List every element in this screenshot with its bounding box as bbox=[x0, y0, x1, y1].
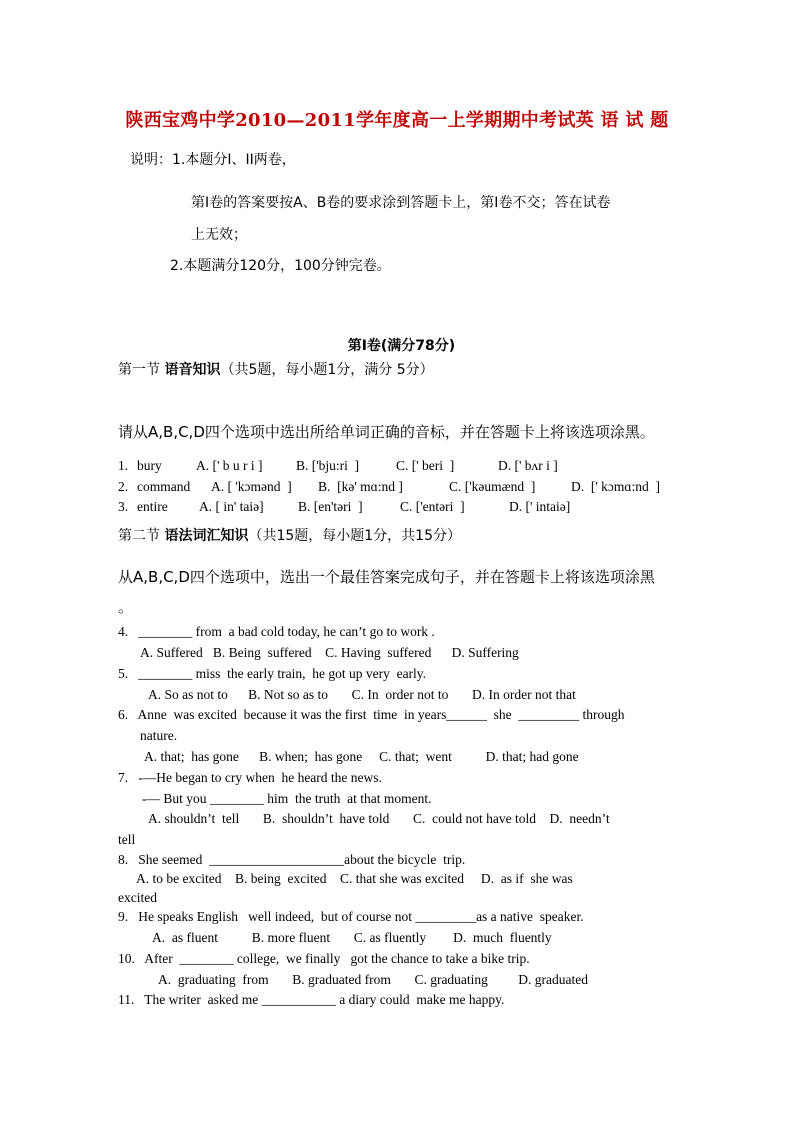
notes-line-2: 第I卷的答案要按A、B卷的要求涂到答题卡上，第I卷不交；答在试卷 bbox=[191, 195, 611, 211]
section2-line: 7. -—He began to cry when he heard the news. bbox=[118, 770, 382, 785]
q3-option-c: C. ['entəri ] bbox=[400, 499, 465, 514]
q3-option-a: A. [ in' taiə] bbox=[199, 499, 264, 514]
section2-line: A. to be excited B. being excited C. that she was excited D. as if she was bbox=[136, 871, 573, 886]
part1-heading-text: 第I卷(满分78分) bbox=[347, 338, 456, 354]
section2-line: 9. He speaks English well indeed, but of course not _________as a native speaker. bbox=[118, 909, 584, 924]
q2-option-b: B. [kə' mɑ:nd ] bbox=[318, 479, 403, 494]
q1-option-b: B. ['bju:ri ] bbox=[296, 458, 360, 473]
section2-instruction: 从A,B,C,D四个选项中，选出一个最佳答案完成句子，并在答题卡上将该选项涂黑 bbox=[118, 568, 655, 586]
section1-heading bbox=[118, 362, 434, 379]
q2-option-c: C. ['kəumænd ] bbox=[449, 479, 536, 494]
section2-line: 5. ________ miss the early train, he got up very early. bbox=[118, 666, 427, 681]
section2-label: 第二节 bbox=[118, 528, 165, 544]
section2-line: tell bbox=[118, 832, 136, 847]
q1-option-d: D. [' bʌr i ] bbox=[498, 458, 558, 473]
section2-name: 语法词汇知识 bbox=[164, 528, 249, 544]
part1-heading bbox=[0, 321, 794, 355]
section1-label: 第一节 bbox=[118, 362, 165, 378]
section2-line: nature. bbox=[140, 728, 178, 743]
section2-line: excited bbox=[118, 890, 157, 905]
q3-option-d: D. [' intaiə] bbox=[509, 499, 571, 514]
q2-word: command bbox=[137, 479, 191, 494]
q1-option-c: C. [' beri ] bbox=[396, 458, 455, 473]
section2-instruction-end: 。 bbox=[118, 598, 134, 616]
q3-number: 3. bbox=[118, 499, 129, 514]
section2-line: 11. The writer asked me ___________ a diary could make me happy. bbox=[118, 992, 505, 1007]
q1-number: 1. bbox=[118, 458, 129, 473]
q1-word: bury bbox=[137, 458, 162, 473]
section2-line: 8. She seemed ____________________about the bicycle trip. bbox=[118, 852, 466, 867]
section2-line: A. shouldn’t tell B. shouldn’t have told C. could not have told D. needn’t bbox=[148, 811, 610, 826]
exam-title: 陕西宝鸡中学2010—2011学年度高一上学期期中考试英 语 试 题 bbox=[125, 110, 669, 131]
q3-word: entire bbox=[137, 499, 168, 514]
section2-line: A. graduating from B. graduated from C. graduating D. graduated bbox=[158, 972, 589, 987]
section1-name: 语音知识 bbox=[164, 362, 221, 378]
section2-line: A. So as not to B. Not so as to C. In order not to D. In order not that bbox=[148, 687, 576, 702]
section2-line: A. as fluent B. more fluent C. as fluently D. much fluently bbox=[152, 930, 552, 945]
section2-line: 6. Anne was excited because it was the first time in years______ she _________ through bbox=[118, 707, 625, 722]
q3-option-b: B. [en'təri ] bbox=[298, 499, 363, 514]
section2-line: A. that; has gone B. when; has gone C. that; went D. that; had gone bbox=[144, 749, 579, 764]
section2-info: （共15题，每小题1分，共15分） bbox=[248, 528, 461, 544]
q2-option-a: A. [ 'kɔmənd ] bbox=[211, 479, 292, 494]
notes-line-4: 2.本题满分120分，100分钟完卷。 bbox=[170, 258, 391, 274]
section1-instruction: 请从A,B,C,D四个选项中选出所给单词正确的音标，并在答题卡上将该选项涂黑。 bbox=[118, 423, 655, 441]
section1-info: （共5题，每小题1分，满分 5分） bbox=[220, 362, 434, 378]
section2-line: 10. After ________ college, we finally got the chance to take a bike trip. bbox=[118, 951, 530, 966]
section2-line: A. Suffered B. Being suffered C. Having suffered D. Suffering bbox=[140, 645, 519, 660]
q2-number: 2. bbox=[118, 479, 129, 494]
notes-line-1: 说明：1.本题分I、II两卷， bbox=[130, 152, 296, 168]
section2-line: -— But you ________ him the truth at that moment. bbox=[142, 791, 432, 806]
notes-line-3: 上无效； bbox=[191, 227, 247, 243]
q1-option-a: A. [' b u r i ] bbox=[196, 458, 263, 473]
section2-line: 4. ________ from a bad cold today, he can’t go to work . bbox=[118, 624, 435, 639]
q2-option-d: D. [' kɔmɑ:nd ] bbox=[571, 479, 660, 494]
section2-heading bbox=[118, 528, 461, 545]
